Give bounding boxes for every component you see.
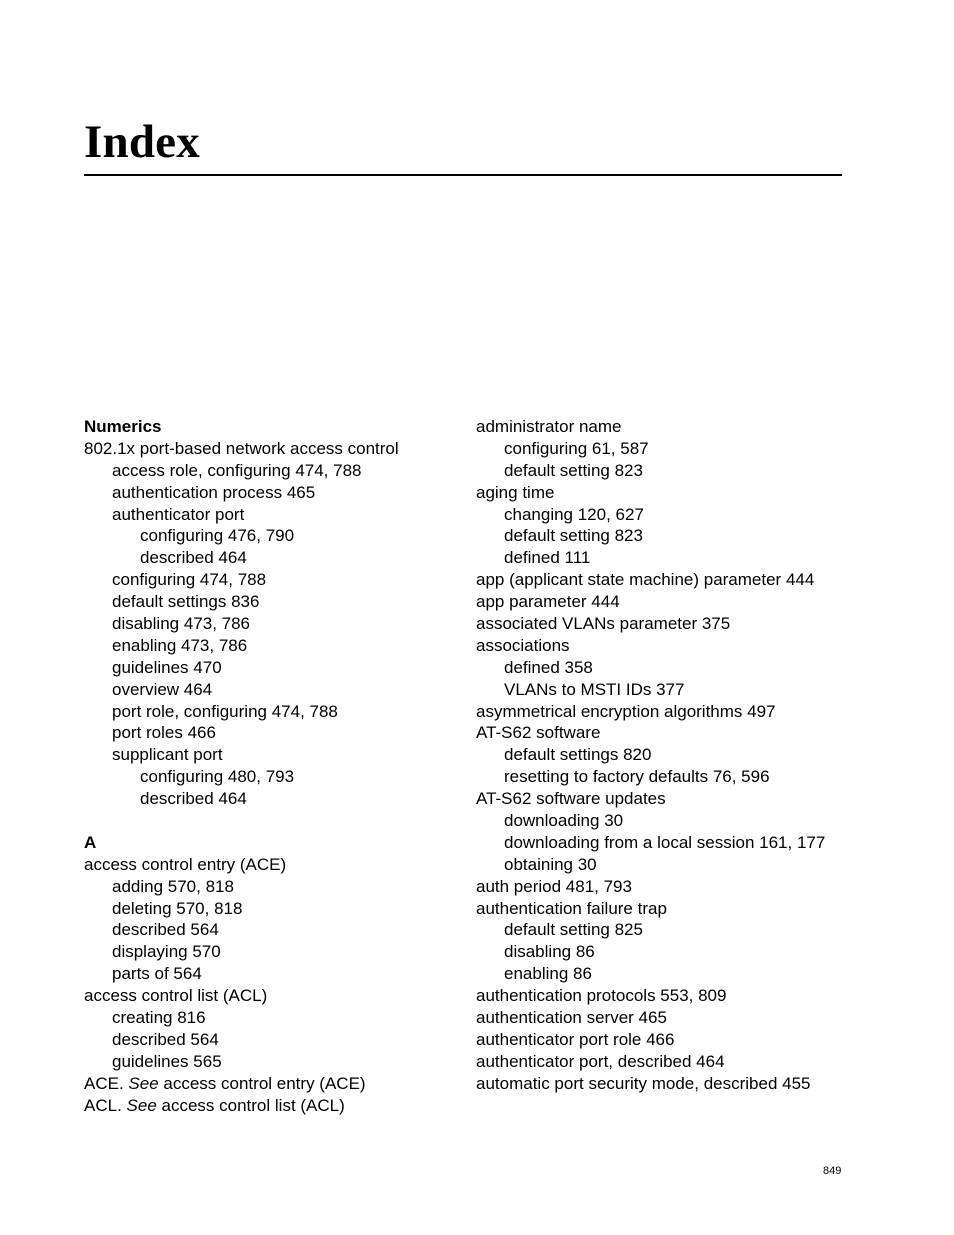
index-subentry: creating 816	[112, 1008, 206, 1028]
index-column-right	[476, 416, 916, 1095]
index-entry: access control entry (ACE)	[84, 854, 287, 874]
index-subentry: guidelines 565	[112, 1051, 222, 1071]
index-subentry: access role, configuring 474, 788	[112, 460, 362, 480]
index-subentry: default settings 836	[112, 592, 260, 612]
index-term: ACL.	[84, 1095, 122, 1115]
index-subentry: default setting 823	[504, 526, 643, 546]
page-number: 849	[823, 1165, 842, 1177]
index-subentry: adding 570, 818	[112, 876, 234, 896]
index-subsubentry: configuring 476, 790	[140, 526, 295, 546]
index-entry: asymmetrical encryption algorithms 497	[476, 701, 776, 721]
index-subentry: described 564	[112, 1029, 219, 1049]
index-entry: authentication protocols 553, 809	[476, 986, 727, 1006]
index-subentry: authentication process 465	[112, 482, 316, 502]
index-subentry: displaying 570	[112, 942, 221, 962]
index-entry: automatic port security mode, described 455	[476, 1073, 811, 1093]
index-cross-reference	[84, 1095, 456, 1117]
title-rule	[84, 174, 842, 176]
index-subentry: enabling 473, 786	[112, 635, 248, 655]
index-subentry: disabling 86	[504, 942, 595, 962]
index-subentry: supplicant port	[112, 745, 223, 765]
index-section-heading: Numerics	[84, 417, 162, 436]
see-label: See	[128, 1073, 159, 1093]
index-spacer	[84, 810, 456, 832]
index-entry: administrator name	[476, 417, 622, 436]
index-entry: authentication server 465	[476, 1008, 667, 1028]
see-target: access control list (ACL)	[156, 1095, 345, 1115]
index-subentry: default settings 820	[504, 745, 652, 765]
index-subentry: configuring 474, 788	[112, 570, 267, 590]
index-section-heading: A	[84, 832, 97, 852]
index-column-left	[84, 416, 456, 1117]
index-subentry: default setting 823	[504, 460, 643, 480]
see-target: access control entry (ACE)	[158, 1073, 366, 1093]
index-entry: authentication failure trap	[476, 898, 667, 918]
index-subentry: configuring 61, 587	[504, 438, 649, 458]
index-subsubentry: configuring 480, 793	[140, 767, 295, 787]
index-subsubentry: described 464	[140, 789, 247, 809]
index-entry: access control list (ACL)	[84, 986, 268, 1006]
index-entry: 802.1x port-based network access control	[84, 438, 399, 458]
see-label: See	[126, 1095, 157, 1115]
index-subentry: VLANs to MSTI IDs 377	[504, 679, 685, 699]
index-entry: authenticator port role 466	[476, 1029, 675, 1049]
index-entry: app (applicant state machine) parameter 444	[476, 570, 815, 590]
index-subentry: downloading from a local session 161, 177	[504, 832, 826, 852]
index-subentry: port role, configuring 474, 788	[112, 701, 338, 721]
index-term: ACE.	[84, 1073, 124, 1093]
index-entry: app parameter 444	[476, 592, 620, 612]
index-entry: aging time	[476, 482, 555, 502]
index-subentry: changing 120, 627	[504, 504, 644, 524]
index-subentry: disabling 473, 786	[112, 614, 251, 634]
index-subentry: described 564	[112, 920, 219, 940]
index-subsubentry: described 464	[140, 548, 247, 568]
index-subentry: authenticator port	[112, 504, 245, 524]
index-subentry: port roles 466	[112, 723, 216, 743]
index-subentry: overview 464	[112, 679, 213, 699]
index-entry: authenticator port, described 464	[476, 1051, 725, 1071]
page-title: Index	[84, 116, 200, 168]
index-entry: AT-S62 software	[476, 723, 601, 743]
index-subentry: obtaining 30	[504, 854, 597, 874]
index-subentry: resetting to factory defaults 76, 596	[504, 767, 770, 787]
index-subentry: default setting 825	[504, 920, 643, 940]
index-subentry: downloading 30	[504, 811, 624, 831]
index-subentry: enabling 86	[504, 964, 592, 984]
index-subentry: guidelines 470	[112, 657, 222, 677]
index-subentry: deleting 570, 818	[112, 898, 243, 918]
index-entry: AT-S62 software updates	[476, 789, 666, 809]
index-subentry: parts of 564	[112, 964, 202, 984]
index-subentry: defined 111	[504, 548, 591, 568]
index-subentry: defined 358	[504, 657, 593, 677]
index-cross-reference	[84, 1073, 456, 1095]
index-entry: auth period 481, 793	[476, 876, 632, 896]
index-entry: associated VLANs parameter 375	[476, 614, 731, 634]
index-entry: associations	[476, 635, 570, 655]
